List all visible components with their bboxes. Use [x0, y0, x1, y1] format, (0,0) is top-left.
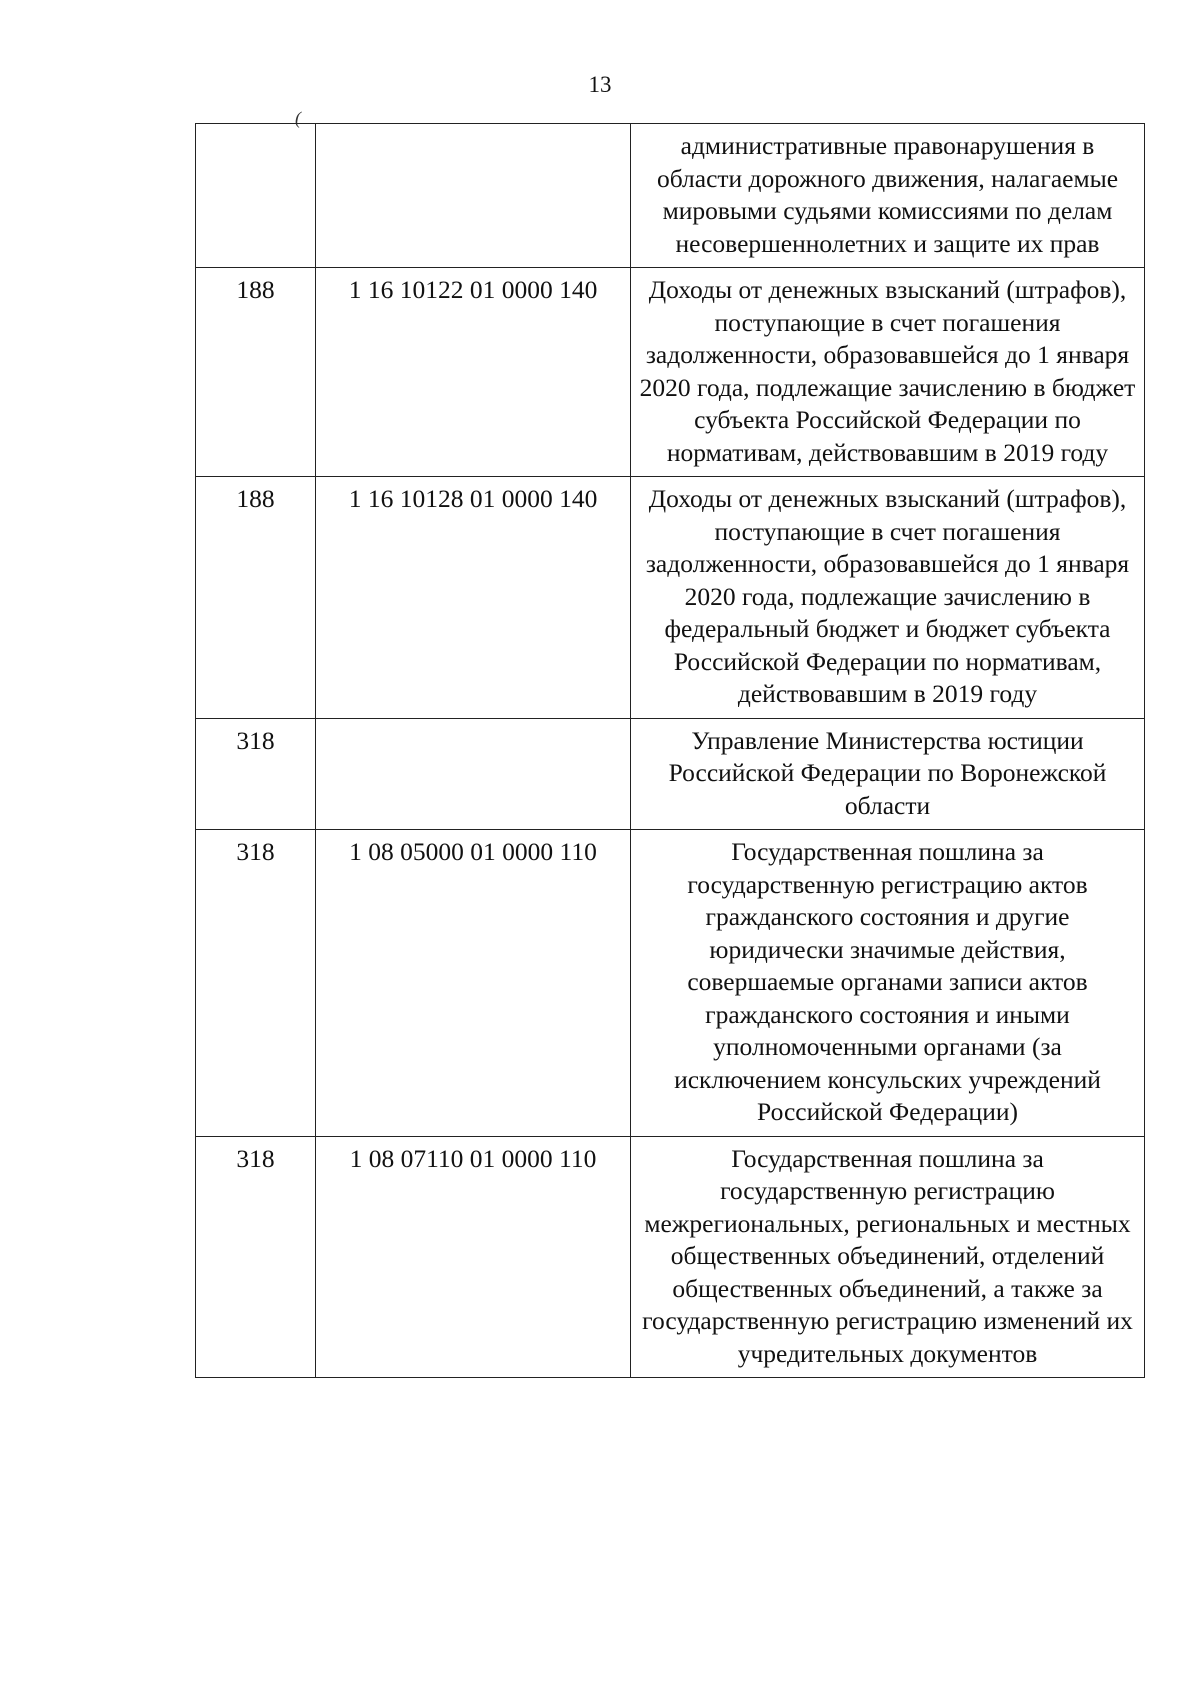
admin-code-cell: 188 — [196, 268, 316, 477]
admin-code-cell — [196, 124, 316, 268]
revenue-name-cell: Доходы от денежных взысканий (штрафов), поступающие в счет погашения задолженности, образовавшейся до 1 января 2020 года, подлежащие зачислению в бюджет субъекта Российской Федерации по нормативам, действовавшим в 2019 году — [631, 268, 1145, 477]
admin-code-cell: 318 — [196, 830, 316, 1137]
table-row — [196, 830, 1145, 1137]
revenue-name-cell: Государственная пошлина за государственную регистрацию актов гражданского состояния и другие юридически значимые действия, совершаемые органами записи актов гражданского состояния и иными уполномоченными органами (за исключением консульских учреждений Российской Федерации) — [631, 830, 1145, 1137]
revenue-code-cell: 1 16 10122 01 0000 140 — [316, 268, 631, 477]
revenue-code-cell: 1 08 07110 01 0000 110 — [316, 1136, 631, 1378]
revenue-name-cell: Управление Министерства юстиции Российской Федерации по Воронежской области — [631, 718, 1145, 830]
admin-code-cell: 318 — [196, 718, 316, 830]
table-row — [196, 124, 1145, 268]
table-row — [196, 268, 1145, 477]
revenue-name-cell: Государственная пошлина за государственную регистрацию межрегиональных, региональных и местных общественных объединений, отделений общественных объединений, а также за государственную регистрацию изменений их учредительных документов — [631, 1136, 1145, 1378]
admin-code-cell: 318 — [196, 1136, 316, 1378]
table-row — [196, 477, 1145, 719]
revenue-name-cell: административные правонарушения в области дорожного движения, налагаемые мировыми судьями комиссиями по делам несовершеннолетних и защите их прав — [631, 124, 1145, 268]
admin-code-cell: 188 — [196, 477, 316, 719]
table-row — [196, 718, 1145, 830]
table-row — [196, 1136, 1145, 1378]
revenue-table — [195, 123, 1145, 1378]
stray-mark: ( — [295, 108, 301, 128]
revenue-code-cell — [316, 124, 631, 268]
revenue-code-cell: 1 08 05000 01 0000 110 — [316, 830, 631, 1137]
revenue-name-cell: Доходы от денежных взысканий (штрафов), поступающие в счет погашения задолженности, образовавшейся до 1 января 2020 года, подлежащие зачислению в федеральный бюджет и бюджет субъекта Российской Федерации по нормативам, действовавшим в 2019 году — [631, 477, 1145, 719]
revenue-code-cell — [316, 718, 631, 830]
page-number: 13 — [588, 72, 612, 97]
revenue-code-cell: 1 16 10128 01 0000 140 — [316, 477, 631, 719]
